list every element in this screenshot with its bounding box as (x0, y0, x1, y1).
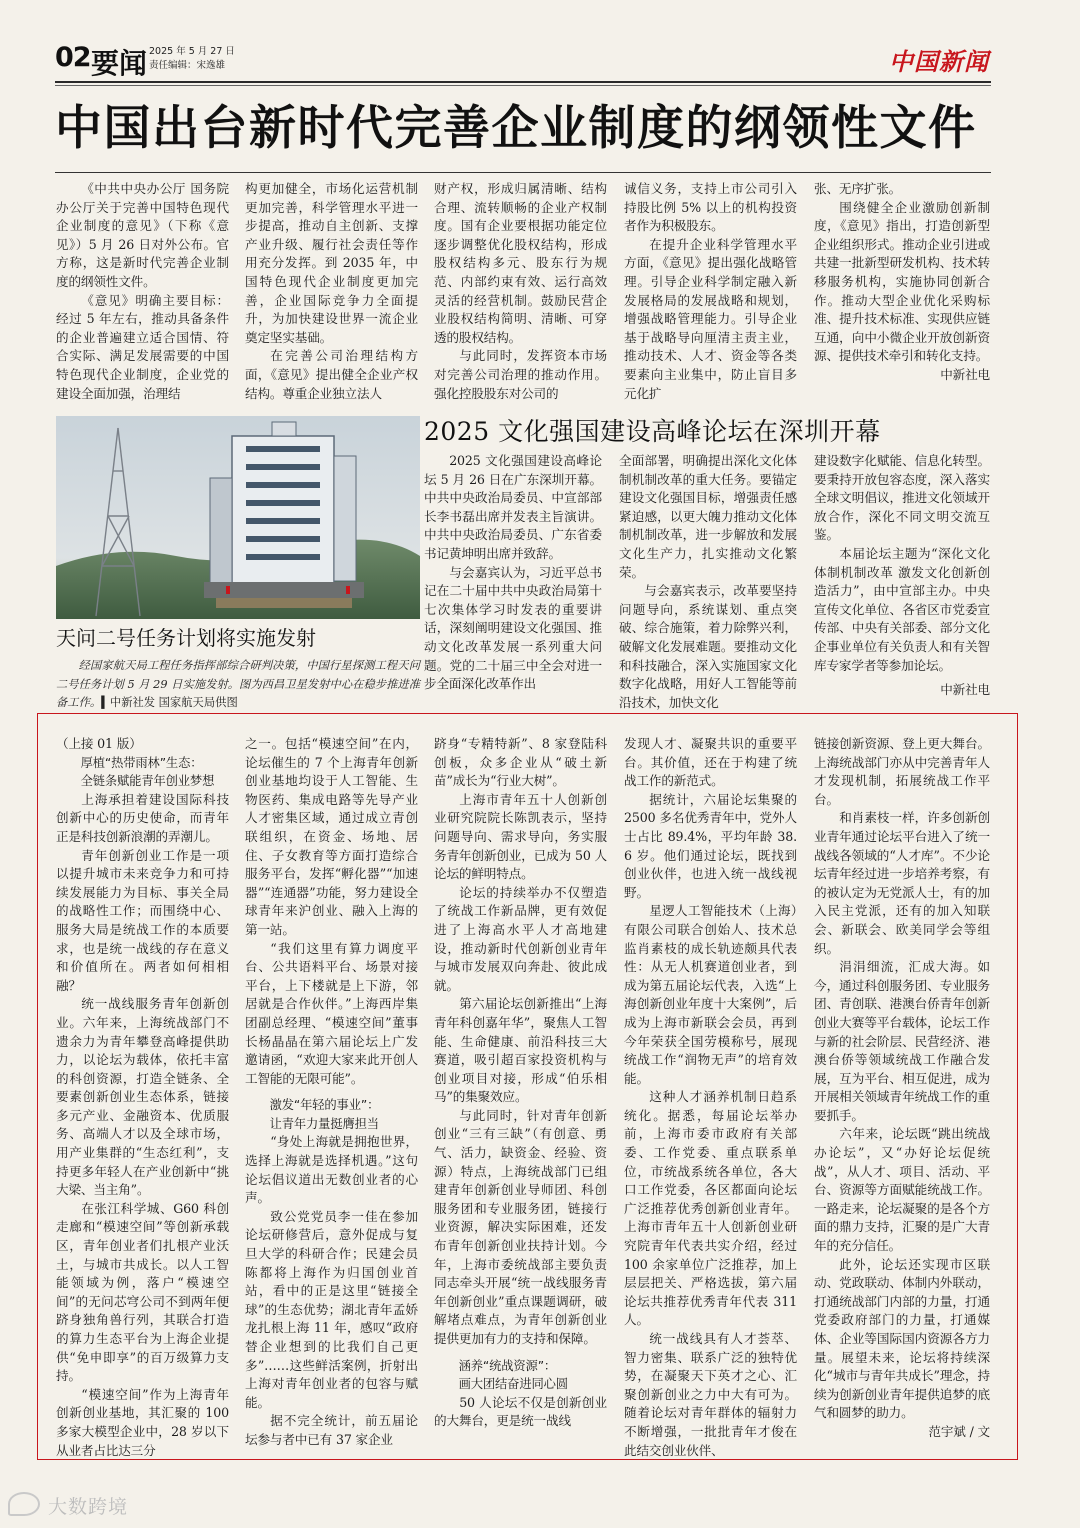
section-name: 要闻 (91, 47, 148, 80)
launch-tower-photo (56, 416, 420, 619)
paragraph: 统一战线服务青年创新创业。六年来，上海统战部门不遗余力为青年攀登高峰提供助力，以论坛为载体，依托丰富的科创资源，打造全链条、全要素创新创业生态体系，链接多元产业、金融资本、优质服务、高端人才以及全球市场，用产业集群的“生态红利”，支持更多年轻人在产业创新中“挑大梁、当主角”。 (56, 996, 229, 1198)
paragraph: 和肖素枝一样，许多创新创业青年通过论坛平台进入了统一战线各领域的“人才库”。不少论坛青年经过进一步培养考察，有的被认定为无党派人士，有的加入民主党派，还有的加入知联会、新联会、欧美同学会等组织。 (814, 810, 990, 956)
watermark-text: 大数跨境 (48, 1496, 129, 1518)
paragraph: 论坛的持续举办不仅塑造了统战工作新品牌，更有效促进了上海高水平人才高地建设，推动新时代创新创业青年与城市发展双向奔赴、彼此成就。 (434, 884, 607, 993)
paragraph: 据不完全统计，前五届论坛参与者中已有 37 家企业 (245, 1413, 418, 1447)
paragraph: 与此同时，针对青年创新创业“三有三缺”（有创意、勇气、活力，缺资金、经验、资源）特点，上海统战部门已组建青年创新创业导师团、科创服务团和专业服务团，链接行业资源，解决实际困难，还发布青年创新创业扶持计划。今年，上海市委统战部主要负责同志牵头开展“统一战线服务青年创新创业”重点课题调研，破解堵点难点，为青年创新创业提供更加有力的支持和保障。 (434, 1107, 607, 1346)
subhead: 激发“年轻的事业”： (269, 1098, 380, 1113)
paragraph: 发现人才、凝聚共识的重要平台。其价值，还在于构建了统战工作的新范式。 (624, 736, 797, 789)
forum-column-1 (424, 452, 602, 710)
lead-headline: 中国出台新时代完善企业制度的纲领性文件 (55, 101, 977, 156)
subhead: 全链条赋能青年创业梦想 (80, 774, 215, 789)
paragraph: 上海市青年五十人创新创业研究院院长陈凯表示，坚持问题导向、需求导向，务实服务青年创新创业，已成为 50 人论坛的鲜明特点。 (434, 791, 607, 882)
photo-headline: 天问二号任务计划将实施发射 (56, 626, 316, 650)
paragraph: 财产权，形成归属清晰、结构合理、流转顺畅的企业产权制度。国有企业要根据功能定位逐步调整优化股权结构，形成股权结构多元、股东行为规范、内部约束有效、运行高效灵活的经营机制。鼓励民营企业股权结构简明、清晰、可穿透的股权结构。 (434, 181, 607, 345)
paragraph: 与会嘉宾表示，改革要坚持问题导向，系统谋划、重点突破、综合施策，着力除弊兴利，破解文化发展难题。要推动文化和科技融合，深入实施国家文化数字化战略，用好人工智能等前沿技术，加快文化 (619, 583, 797, 710)
continued-column-3 (434, 735, 607, 1443)
subhead: 涵养“统战资源”： (458, 1358, 557, 1373)
paragraph: “我们这里有算力调度平台、公共语料平台、场景对接平台，上下楼就是上下游，邻居就是合作伙伴。”上海西岸集团副总经理、“模速空间”董事长杨晶晶在第六届论坛上广发邀请函，“欢迎大家来此开创人工智能的无限可能”。 (245, 940, 418, 1086)
paragraph: 在提升企业科学管理水平方面，《意见》提出强化战略管理。引导企业科学制定融入新发展格局的发展战略和规划，增强战略管理能力。引导企业基于战略导向厘清主责主业，推动技术、人才、资金等各类要素向主业集中，防止盲目多元化扩 (624, 236, 797, 401)
paragraph: 50 人论坛不仅是创新创业的大舞台，更是统一战线 (434, 1394, 607, 1429)
byline: 范宇斌 / 文 (928, 1423, 990, 1439)
paragraph: 第六届论坛创新推出“上海青年科创嘉年华”，聚焦人工智能、生命健康、前沿科技三大赛道，吸引超百家投资机构与创业项目对接，形成“伯乐相马”的集聚效应。 (434, 996, 607, 1105)
forum-column-2 (619, 452, 797, 710)
paragraph: 这种人才涵养机制日趋系统化。据悉，每届论坛举办前，上海市委市政府有关部委、工作党委、重点联系单位，市统战系统各单位，各大口工作党委，各区都面向论坛广泛推荐优秀创新创业青年。上海市青年五十人创新创业研究院青年代表共实介绍，经过 100 余家单位广泛推荐，加上层层把关、严格选拔，第六届论坛共推荐优秀青年代表 311 人。 (624, 1089, 797, 1328)
editor-credit: 责任编辑：宋逸雄 (149, 60, 226, 71)
paragraph: 构更加健全，市场化运营机制更加完善，科学管理水平进一步提高，推动自主创新、支撑产业升级、履行社会责任等作用充分发挥。到 2035 年，中国特色现代企业制度更加完善，企业国际竞争力全面提升，为加快建设世界一流企业奠定坚实基础。 (245, 181, 418, 345)
paragraph: 围绕健全企业激励创新制度，《意见》指出，打造创新型企业组织形式。推动企业引进或共建一批新型研发机构、技术转移服务机构，实施协同创新合作。推动大型企业优化采购标准、提升技术标准、实现供应链互通，向中小微企业开放创新资源、提供技术牵引和转化支持。 (814, 199, 990, 364)
page-number: 02 (55, 42, 91, 73)
forum-column-3 (814, 452, 990, 710)
caption-text: 经国家航天局工程任务指挥部综合研判决策，中国行星探测工程天问二号任务计划 5 月 29 日实施发射。图为西昌卫星发射中心在稳步推进准备工作。 (56, 659, 420, 709)
spacer (245, 1088, 418, 1096)
paragraph: 上海承担着建设国际科技创新中心的历史使命，而青年正是科技创新浪潮的弄潮儿。 (56, 791, 229, 844)
spacer (434, 1349, 607, 1357)
paragraph: 此外，论坛还实现市区联动、党政联动、体制内外联动，打通统战部门内部的力量，打通党委政府部门的力量，打通媒体、企业等国际国内资源各方力量。展望未来，论坛将持续深化“城市与青年共成长”理念，持续为创新创业青年提供追梦的底气和圆梦的助力。 (814, 1256, 990, 1421)
news-source: 中新社电 (940, 682, 990, 698)
paragraph: 全面部署，明确提出深化文化体制机制改革的重大任务。要锚定建设文化强国目标，增强责任感紧迫感，以更大魄力推动文化体制机制改革，进一步解放和发展文化生产力，扎实推动文化繁荣。 (619, 453, 797, 580)
paragraph: 跻身“专精特新”、8 家登陆科创板，众多企业从“破土新苗”成长为“行业大树”。 (434, 736, 607, 789)
forum-headline: 2025 文化强国建设高峰论坛在深圳开幕 (424, 417, 881, 446)
paragraph: 《中共中央办公厅 国务院办公厅关于完善中国特色现代企业制度的意见》（下称《意见》）5 月 26 日对外公布。官方称，这是新时代完善企业制度的纲领性文件。 (56, 181, 229, 289)
subhead: 让青年力量挺膺担当 (269, 1116, 379, 1131)
lead-column-1 (56, 180, 229, 405)
paragraph: 据统计，六届论坛集聚的 2500 多名优秀青年中，党外人士占比 89.4%，平均年龄 38.6 岁。他们通过论坛，既找到创业伙伴，也进入统一战线视野。 (624, 791, 797, 900)
lead-column-5 (814, 180, 990, 405)
paragraph: 诚信义务，支持上市公司引入持股比例 5% 以上的机构投资者作为积极股东。 (624, 181, 797, 234)
subhead: 厚植“热带雨林”生态： (80, 755, 203, 770)
paragraph: 统一战线具有人才荟萃、智力密集、联系广泛的独特优势，在凝聚天下英才之心、汇聚创新创业之力中大有可为。随着论坛对青年群体的辐射力不断增强，一批批青年才俊在此结交创业伙伴、 (624, 1331, 797, 1458)
paragraph: “身处上海就是拥抱世界，选择上海就是选择机遇。”这句论坛倡议道出无数创业者的心声。 (245, 1134, 418, 1206)
paragraph: 与会嘉宾认为，习近平总书记在二十届中共中央政治局第十七次集体学习时发表的重要讲话，深刻阐明建设文化强国、推动文化改革发展一系列重大问题。党的二十届三中全会对进一步全面深化改革作出 (424, 564, 602, 692)
jump-line: （上接 01 版） (56, 736, 142, 751)
subhead: 画大团结奋进同心圆 (458, 1377, 568, 1392)
paragraph: 本届论坛主题为“深化文化体制机制改革 激发文化创新创造活力”，由中宣部主办。中央宣传文化单位、各省区市党委宣传部、中央有关部委、部分文化企事业单位有关负责人和有关智库专家学者等参加论坛。 (814, 545, 990, 673)
news-source: 中新社电 (940, 366, 990, 382)
paragraph: 在完善公司治理结构方面，《意见》提出健全企业产权结构。尊重企业独立法人 (245, 348, 418, 401)
issue-date: 2025 年 5 月 27 日 (149, 46, 235, 57)
paragraph: 在张江科学城、G60 科创走廊和“模速空间”等创新承载区，青年创业者们扎根产业沃土，与城市共成长。以人工智能领域为例，落户“模速空间”的无问芯穹公司不到两年便跻身独角兽行列，其联合打造的算力生态平台为上海企业提供“免申即享”的百万级算力支持。 (56, 1200, 229, 1384)
header-rule-thin (55, 85, 991, 86)
watermark-logo-icon (8, 1492, 40, 1516)
paragraph: 2025 文化强国建设高峰论坛 5 月 26 日在广东深圳开幕。中共中央政治局委员、中宣部部长李书磊出席并发表主旨演讲。中共中央政治局委员、广东省委书记黄坤明出席并致辞。 (424, 453, 602, 561)
paragraph: 星逻人工智能技术（上海）有限公司联合创始人、技术总监肖素枝的成长轨迹颇具代表性：从无人机赛道创业者，到成为第五届论坛代表，入选“上海创新创业年度十大案例”，后成为上海市新联会会员，再到今年荣获全国劳模称号，展现统战工作“润物无声”的培育效能。 (624, 903, 797, 1086)
continued-column-1 (56, 735, 229, 1458)
paragraph: 张、无序扩张。 (814, 181, 902, 196)
paragraph: 《意见》明确主要目标：经过 5 年左右，推动具备条件的企业普遍建立适合国情、符合实际、满足发展需要的中国特色现代企业制度，企业党的建设全面加强，治理结 (56, 292, 229, 401)
header-rule (55, 81, 991, 83)
paragraph: 建设数字化赋能、信息化转型。要秉持开放包容态度，深入落实全球文明倡议，推进文化领域开放合作，深化不同文明交流互鉴。 (814, 453, 990, 543)
paragraph: 六年来，论坛既“跳出统战办论坛”，又“办好论坛促统战”，从人才、项目、活动、平台、资源等方面赋能统战工作。一路走来，论坛凝聚的是各个方面的鼎力支持，汇聚的是广大青年的充分信任。 (814, 1126, 990, 1254)
photo-credit: ▍中新社发 国家航天局供图 (101, 696, 238, 709)
paragraph: 之一。包括“模速空间”在内，论坛催生的 7 个上海青年创新创业基地均设于人工智能、生物医药、集成电路等先导产业人才密集区域，通过成立青创联组织，在资金、场地、居住、子女教育等方面打造综合服务平台，发挥“孵化器”“加速器”“连通器”功能，努力建设全球青年来沪创业、融入上海的第一站。 (245, 736, 418, 937)
continued-column-4 (624, 735, 797, 1458)
launch-tower-illustration (56, 416, 420, 619)
continued-column-5 (814, 735, 990, 1443)
paragraph: 链接创新资源、登上更大舞台。上海统战部门亦从中完善青年人才发现机制，拓展统战工作平台。 (814, 736, 990, 807)
lead-column-2 (245, 180, 418, 405)
continued-column-2 (245, 735, 418, 1447)
paragraph: 与此同时，发挥资本市场对完善公司治理的推动作用。强化控股股东对公司的 (434, 348, 607, 401)
lead-column-3 (434, 180, 607, 405)
page-header (55, 38, 991, 78)
photo-caption (56, 657, 420, 713)
paragraph: 青年创新创业工作是一项以提升城市未来竞争力和可持续发展能力为目标、事关全局的战略性工作；而围绕中心、服务大局是统战工作的本质要求，也是统一战线的存在意义和价值所在。两者如何相相融？ (56, 847, 229, 993)
lead-column-4 (624, 180, 797, 405)
paragraph: 涓涓细流，汇成大海。如今，通过科创服务团、专业服务团、青创联、港澳台侨青年创新创业大赛等平台载体，论坛工作与新的社会阶层、民营经济、港澳台侨等领域统战工作融合发展，互为平台、相互促进，成为开展相关领域青年统战工作的重要抓手。 (814, 959, 990, 1123)
masthead-logo: 中国新闻 (889, 47, 989, 76)
paragraph: 致公党党员李一佳在参加论坛研修营后，意外促成与复旦大学的科研合作；民建会员陈都将上海作为归国创业首站，看中的正是这里“链接全球”的生态优势；湖北青年孟娇龙扎根上海 11 年，感叹“政府替企业想到的比我们自己更多”……这些鲜活案例，折射出上海对青年创业者的包容与赋能。 (245, 1208, 418, 1410)
headline-rule (55, 172, 991, 173)
paragraph: “模速空间”作为上海青年创新创业基地，其汇聚的 100 多家大模型企业中，28 岁以下从业者占比达三分 (56, 1386, 229, 1458)
